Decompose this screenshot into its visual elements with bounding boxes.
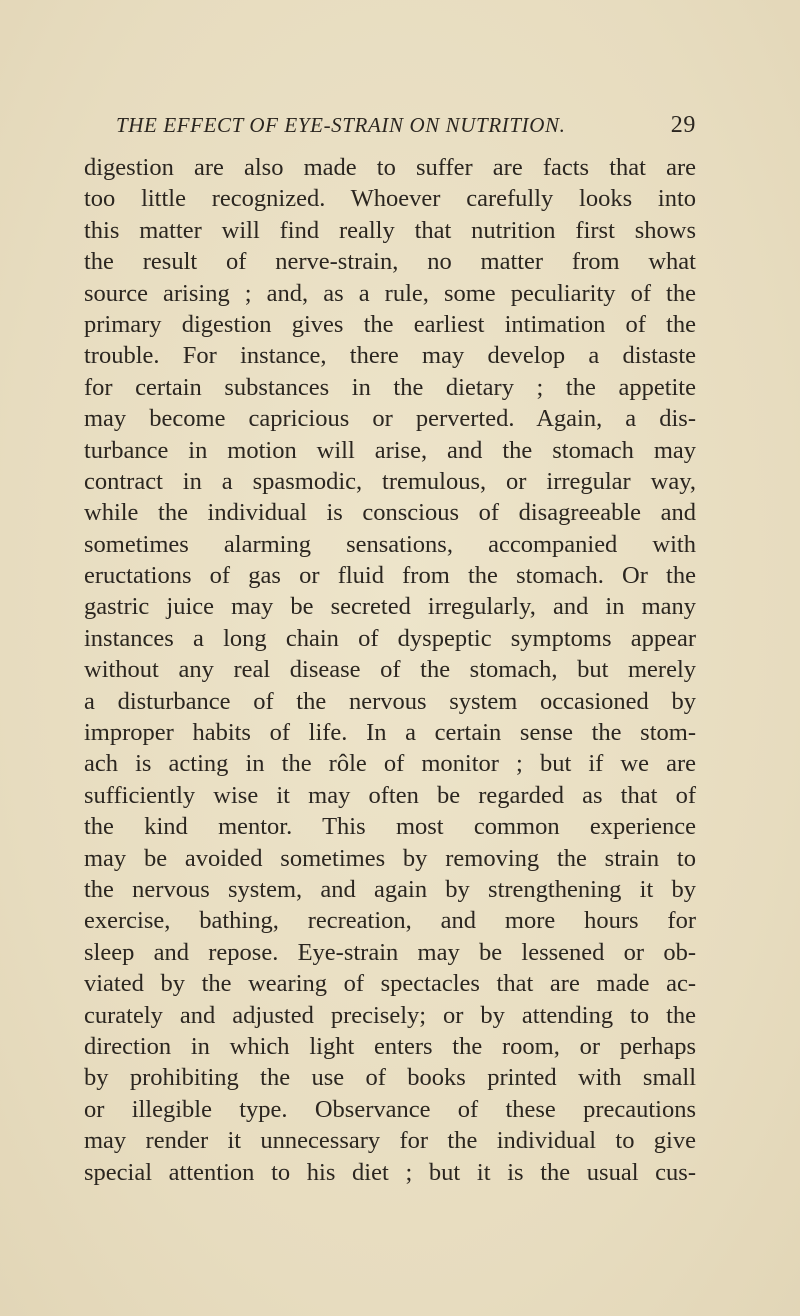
text-line: primary digestion gives the earliest intimation of the [84,310,696,338]
text-line: contract in a spasmodic, tremulous, or irregular way, [84,467,696,495]
text-line: ach is acting in the rôle of monitor ; but if we are [84,750,696,778]
text-line: eructations of gas or fluid from the stomach. Or the [84,562,696,590]
text-line: exercise, bathing, recreation, and more hours for [84,907,696,935]
text-line: a disturbance of the nervous system occasioned by [84,687,696,715]
body-text [84,152,696,1188]
text-line: may be avoided sometimes by removing the strain to [84,844,696,872]
text-line: for certain substances in the dietary ; the appetite [84,373,696,401]
text-line: improper habits of life. In a certain sense the stom- [84,719,696,747]
text-line: trouble. For instance, there may develop a distaste [84,342,696,370]
text-line: sufficiently wise it may often be regarded as that of [84,781,696,809]
text-line: special attention to his diet ; but it is the usual cus- [84,1158,696,1186]
text-line: by prohibiting the use of books printed with small [84,1064,696,1092]
page-number: 29 [670,112,696,138]
text-line: viated by the wearing of spectacles that are made ac- [84,970,696,998]
text-line: gastric juice may be secreted irregularly, and in many [84,593,696,621]
text-line: curately and adjusted precisely; or by attending to the [84,1001,696,1029]
text-line: sometimes alarming sensations, accompanied with [84,530,696,558]
text-line: without any real disease of the stomach, but merely [84,656,696,684]
text-line: the kind mentor. This most common experience [84,813,696,841]
text-line: the result of nerve-strain, no matter from what [84,248,696,276]
text-line: while the individual is conscious of disagreeable and [84,499,696,527]
text-line: this matter will find really that nutrition first shows [84,216,696,244]
running-head-title: THE EFFECT OF EYE-STRAIN ON NUTRITION. [116,113,566,137]
text-line: or illegible type. Observance of these precautions [84,1095,696,1123]
text-line: the nervous system, and again by strengthening it by [84,875,696,903]
text-line: too little recognized. Whoever carefully looks into [84,185,696,213]
text-line: may render it unnecessary for the individual to give [84,1127,696,1155]
text-line: instances a long chain of dyspeptic symptoms appear [84,624,696,652]
text-line: turbance in motion will arise, and the stomach may [84,436,696,464]
text-line: digestion are also made to suffer are facts that are [84,154,696,181]
text-line: direction in which light enters the room, or perhaps [84,1032,696,1060]
text-line: source arising ; and, as a rule, some peculiarity of the [84,279,696,307]
text-line: may become capricious or perverted. Again, a dis- [84,405,696,433]
text-line: sleep and repose. Eye-strain may be lessened or ob- [84,938,696,966]
running-head [116,113,696,145]
